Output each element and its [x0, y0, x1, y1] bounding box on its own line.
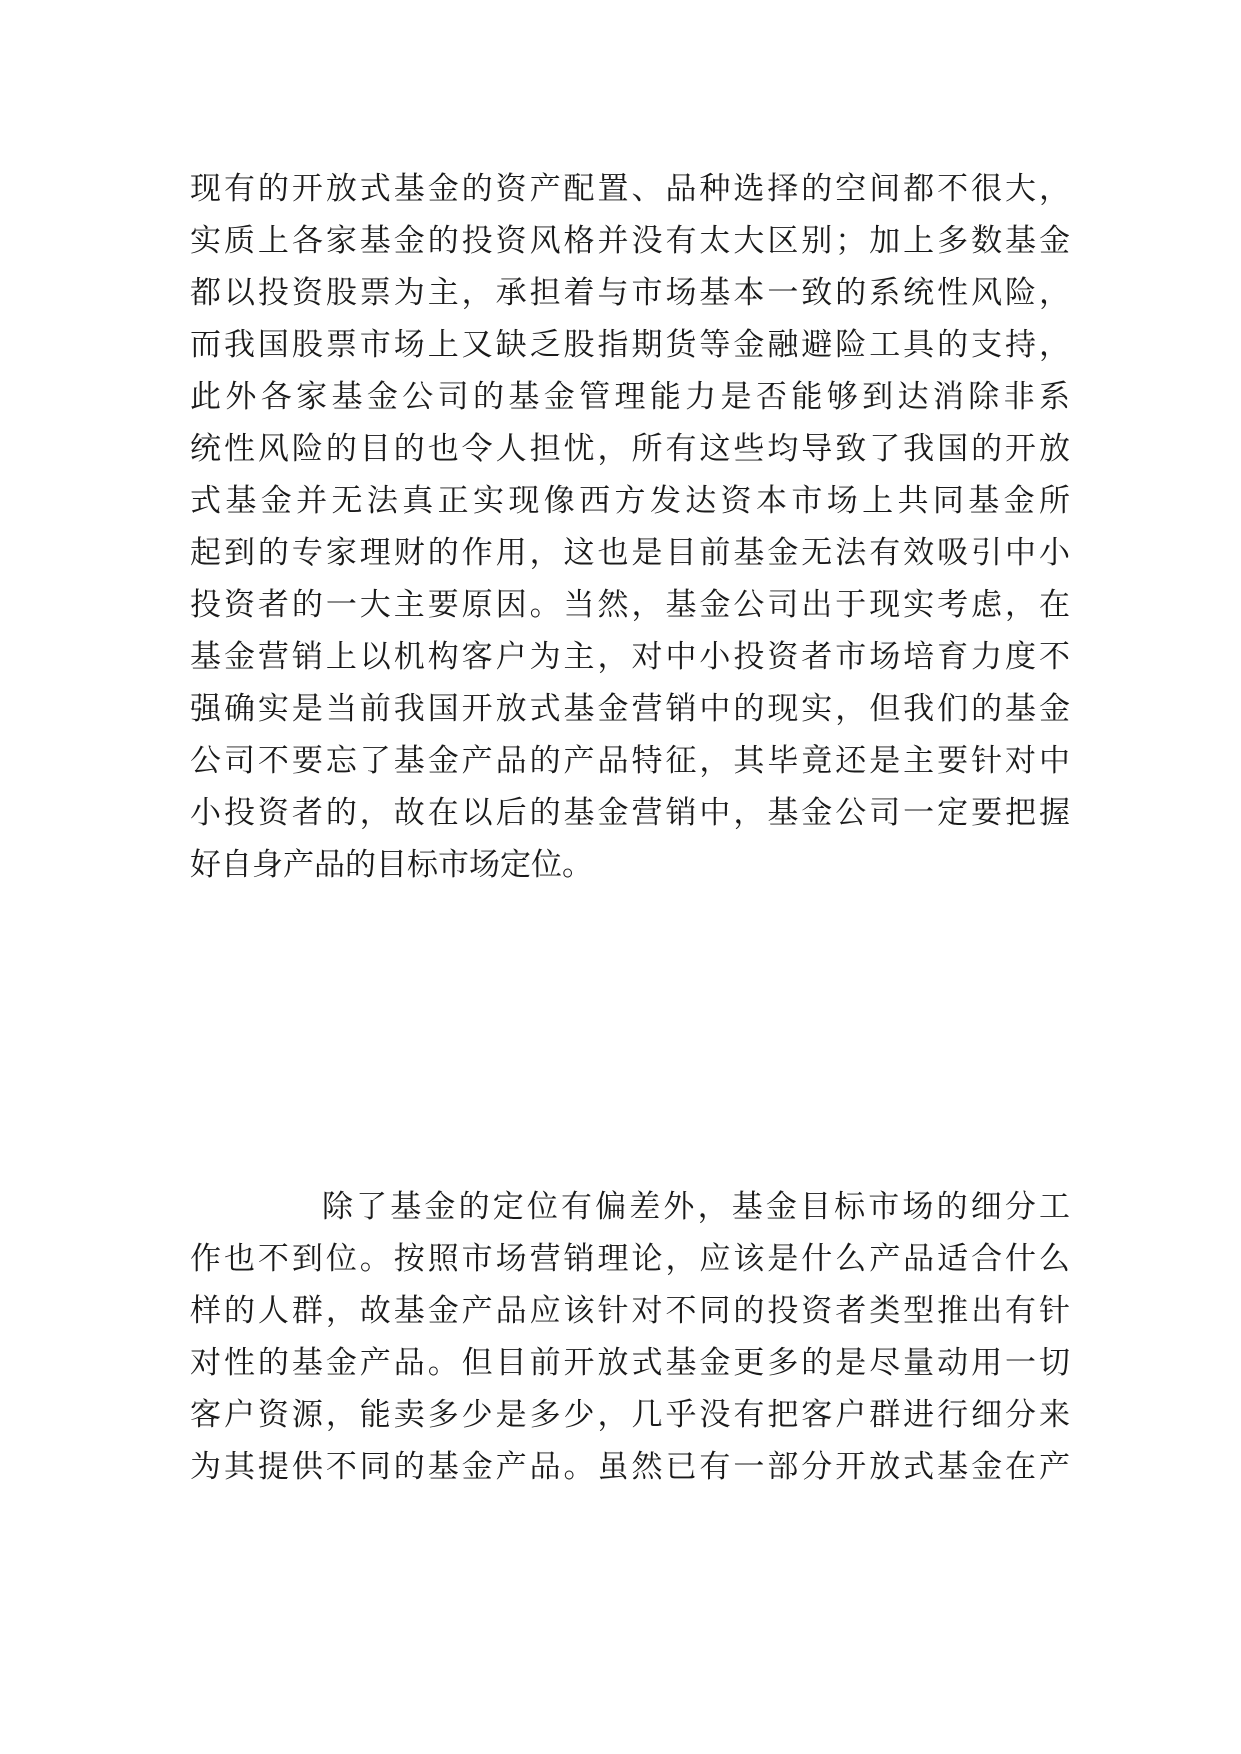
paragraph-1-line: 实质上各家基金的投资风格并没有太大区别；加上多数基金	[190, 223, 1070, 259]
paragraph-1-line: 投资者的一大主要原因。当然，基金公司出于现实考虑，在	[190, 587, 1070, 623]
paragraph-2-line: 作也不到位。按照市场营销理论，应该是什么产品适合什么	[190, 1241, 1070, 1277]
paragraph-1-line: 而我国股票市场上又缺乏股指期货等金融避险工具的支持，	[190, 327, 1070, 363]
paragraph-1-line: 基金营销上以机构客户为主，对中小投资者市场培育力度不	[190, 639, 1070, 675]
paragraph-1-line: 此外各家基金公司的基金管理能力是否能够到达消除非系	[190, 379, 1070, 415]
paragraph-1-line: 公司不要忘了基金产品的产品特征，其毕竟还是主要针对中	[190, 743, 1070, 779]
paragraph-1-line: 统性风险的目的也令人担忧，所有这些均导致了我国的开放	[190, 431, 1070, 467]
paragraph-2-line: 客户资源，能卖多少是多少，几乎没有把客户群进行细分来	[190, 1397, 1070, 1433]
paragraph-1-line: 起到的专家理财的作用，这也是目前基金无法有效吸引中小	[190, 535, 1070, 571]
paragraph-2-line: 为其提供不同的基金产品。虽然已有一部分开放式基金在产	[190, 1449, 1070, 1485]
paragraph-2-line: 样的人群，故基金产品应该针对不同的投资者类型推出有针	[190, 1293, 1070, 1329]
paragraph-1-line: 强确实是当前我国开放式基金营销中的现实，但我们的基金	[190, 691, 1070, 727]
paragraph-1-line: 现有的开放式基金的资产配置、品种选择的空间都不很大，	[190, 171, 1070, 207]
paragraph-1-line: 好自身产品的目标市场定位。	[190, 847, 593, 883]
paragraph-1-line: 小投资者的，故在以后的基金营销中，基金公司一定要把握	[190, 795, 1070, 831]
paragraph-1-line: 式基金并无法真正实现像西方发达资本市场上共同基金所	[190, 483, 1070, 519]
paragraph-2-line: 对性的基金产品。但目前开放式基金更多的是尽量动用一切	[190, 1345, 1070, 1381]
paragraph-1-line: 都以投资股票为主，承担着与市场基本一致的系统性风险，	[190, 275, 1070, 311]
paragraph-2-line: 除了基金的定位有偏差外，基金目标市场的细分工	[322, 1189, 1070, 1225]
